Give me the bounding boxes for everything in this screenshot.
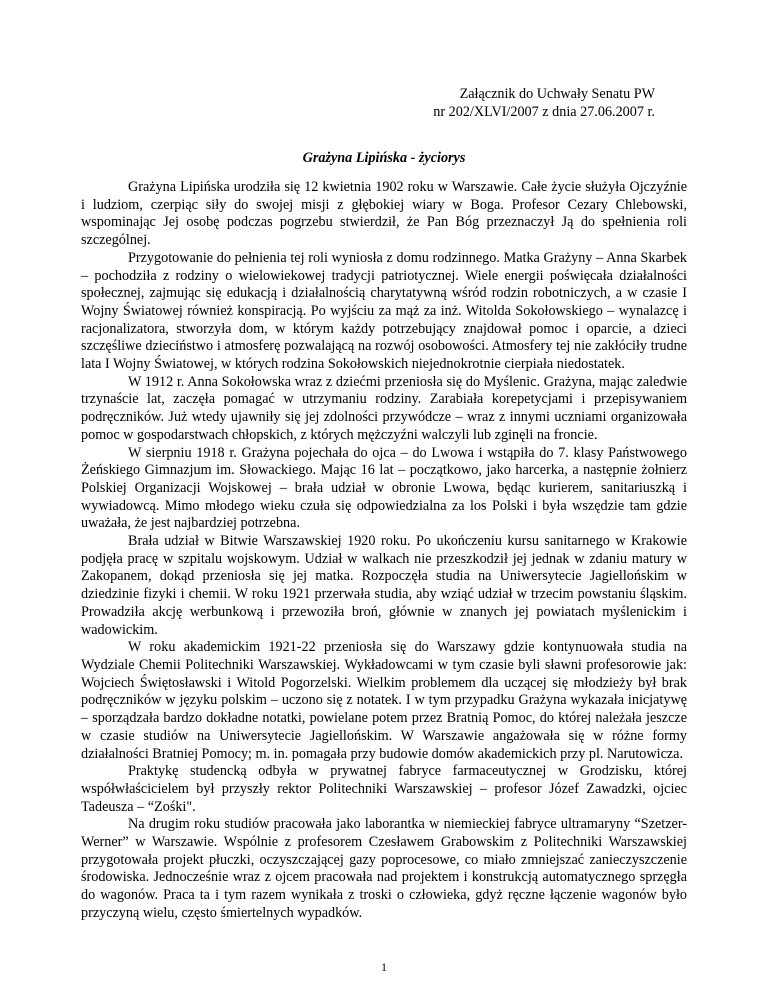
- document-body: [81, 179, 687, 923]
- header-line-2: nr 202/XLVI/2007 z dnia 27.06.2007 r.: [433, 104, 655, 120]
- paragraph: W 1912 r. Anna Sokołowska wraz z dziećmi przeniosła się do Myślenic. Grażyna, mając zaledwie trzynaście lat, zaczęła pomagać w utrzymaniu rodziny. Zarabiała korepetycjami i przepisywaniem podręczników. Już wtedy ujawniły się jej zdolności przywódcze – wraz z innymi uczniami organizowała pomoc w gospodarstwach chłopskich, z których mężczyźni walczyli lub zginęli na froncie.: [81, 373, 687, 443]
- paragraph: Praktykę studencką odbyła w prywatnej fabryce farmaceutycznej w Grodzisku, której współwłaścicielem był przyszły rektor Politechniki Warszawskiej – profesor Józef Zawadzki, ojciec Tadeusza – “Zośki".: [81, 763, 687, 815]
- paragraph: W sierpniu 1918 r. Grażyna pojechała do ojca – do Lwowa i wstąpiła do 7. klasy Państwowego Żeńskiego Gimnazjum im. Słowackiego. Mając 16 lat – początkowo, jako harcerka, a następnie żołnierz Polskiej Organizacji Wojskowej – brała udział w obronie Lwowa, będąc kurierem, sanitariuszką i wywiadowcą. Mimo młodego wieku czuła się odpowiedzialna za los Polski i była wszędzie tam gdzie uważała, że jest najbardziej potrzebna.: [81, 444, 687, 532]
- paragraph: Przygotowanie do pełnienia tej roli wyniosła z domu rodzinnego. Matka Grażyny – Anna Skarbek – pochodziła z rodziny o wielowiekowej tradycji patriotycznej. Wiele energii poświęcała działalności społecznej, zajmując się edukacją i działalnością charytatywną wśród rodzin robotniczych, a w czasie I Wojny Światowej również konspiracją. Po wyjściu za mąż za inż. Witolda Sokołowskiego – wynalazcę i racjonalizatora, stworzyła dom, w którym każdy potrzebujący znajdował pomoc i oparcie, a dzieci szczęśliwe dzieciństwo i atmosferę pozwalającą na rozwój osobowości. Atmosfery tej nie zakłóciły trudne lata I Wojny Światowej, w których rodzina Sokołowskich niejednokrotnie cierpiała niedostatek.: [81, 249, 687, 373]
- page-number: 1: [381, 960, 387, 974]
- paragraph: Grażyna Lipińska urodziła się 12 kwietnia 1902 roku w Warszawie. Całe życie służyła Ojczyźnie i ludziom, czerpiąc siły do swojej misji z głębokiej wiary w Boga. Profesor Cezary Chlebowski, wspominając Jej osobę podczas pogrzebu stwierdził, że Pan Bóg przeznaczył Ją do spełnienia roli szczególnej.: [81, 179, 687, 249]
- paragraph: Brała udział w Bitwie Warszawskiej 1920 roku. Po ukończeniu kursu sanitarnego w Krakowie podjęła pracę w szpitalu wojskowym. Udział w walkach nie przeszkodził jej jednak w zdaniu matury w Zakopanem, dokąd przeniosła się jej matka. Rozpoczęła studia na Uniwersytecie Jagiellońskim w dziedzinie fizyki i chemii. W roku 1921 przerwała studia, aby wziąć udział w trzecim powstaniu śląskim. Prowadziła akcję werbunkową i przewoziła broń, głównie w znanych jej powiatach myślenickim i wadowickim.: [81, 533, 687, 638]
- header-line-1: Załącznik do Uchwały Senatu PW: [459, 86, 655, 102]
- document-title: Grażyna Lipińska - życiorys: [302, 150, 466, 166]
- attachment-header: [433, 85, 655, 121]
- paragraph: Na drugim roku studiów pracowała jako laborantka w niemieckiej fabryce ultramaryny “Szetzer-Werner” w Warszawie. Wspólnie z profesorem Czesławem Grabowskim z Politechniki Warszawskiej przygotowała projekt płuczki, oczyszczającej gazy poprocesowe, co miało zmniejszać zanieczyszczenie środowiska. Jednocześnie wraz z ojcem pracowała nad projektem i konstrukcją automatycznego sprzęgła do wagonów. Praca ta i tym razem wynikała z troski o człowieka, gdyż ręczne łączenie wagonów było przyczyną wielu, często śmiertelnych wypadków.: [81, 816, 687, 921]
- paragraph: W roku akademickim 1921-22 przeniosła się do Warszawy gdzie kontynuowała studia na Wydziale Chemii Politechniki Warszawskiej. Wykładowcami w tym czasie byli sławni profesorowie jak: Wojciech Świętosławski i Witold Pogorzelski. Wielkim problemem dla uczącej się młodzieży był brak podręczników w języku polskim – uczono się z notatek. I w tym przypadku Grażyna wykazała inicjatywę – sporządzała bardzo dokładne notatki, powielane potem przez Bratnią Pomoc, do której należała jeszcze w czasie studiów na Uniwersytecie Jagiellońskim. W Warszawie angażowała się w różne formy działalności Bratniej Pomocy; m. in. pomagała przy budowie domów akademickich przy pl. Narutowicza.: [81, 639, 687, 762]
